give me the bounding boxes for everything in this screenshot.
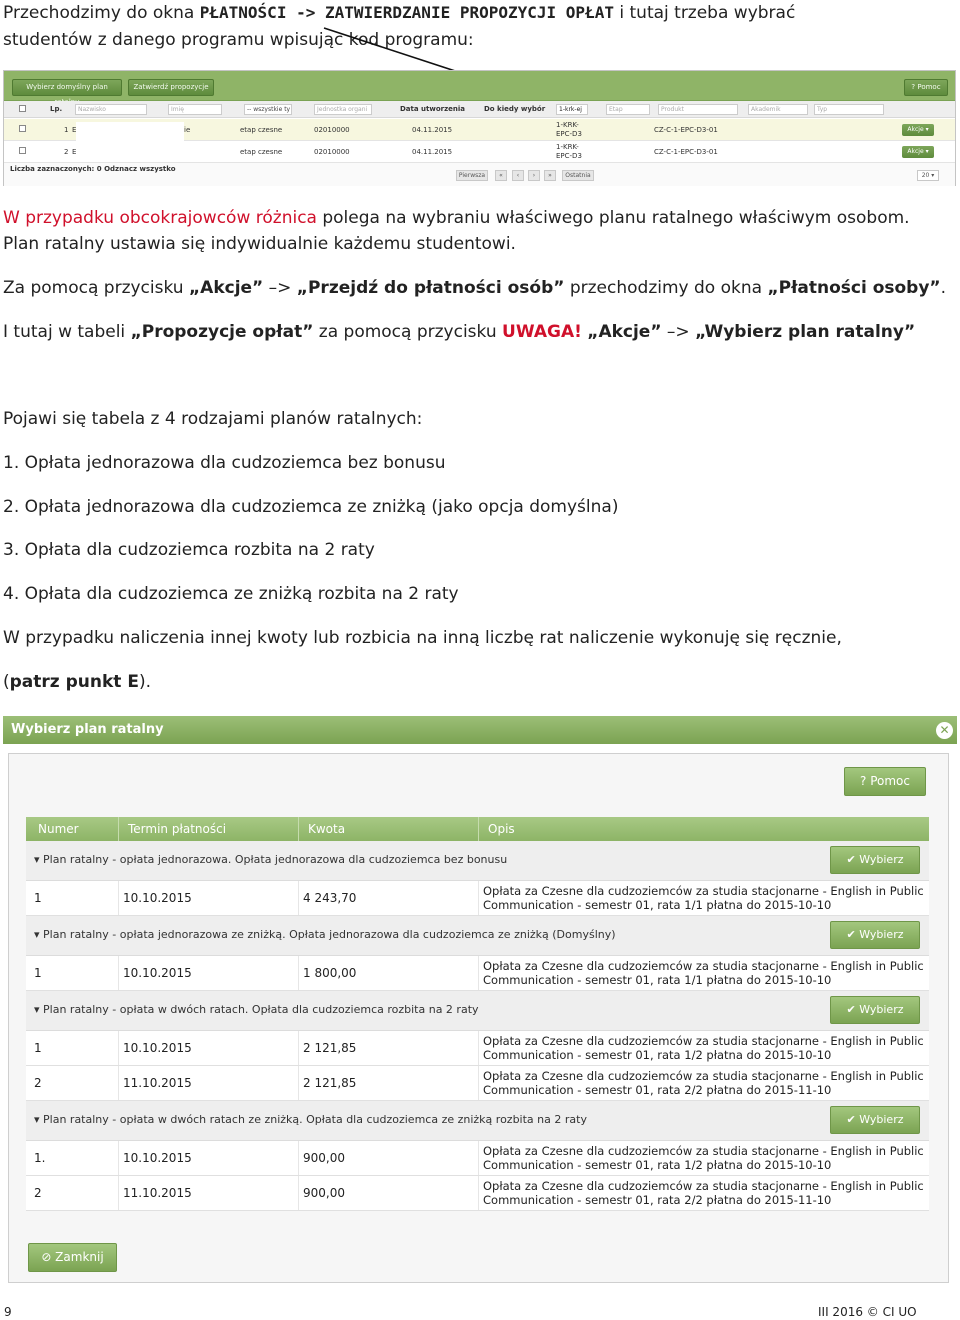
table-row[interactable] [4,119,955,141]
table-row [26,1141,929,1176]
page-first[interactable]: Pierwsza [456,170,488,181]
row-unit: 02010000 [314,126,350,134]
toolbar [4,71,955,101]
plan-group[interactable] [26,916,929,956]
row-product: CZ-C-1-EPC-D3-01 [654,126,718,134]
row-amount: 4 243,70 [303,891,357,905]
plan-group[interactable] [26,841,929,881]
row-unit: 02010000 [314,148,350,156]
select-plan-button[interactable]: ✔ Wybierz [830,921,920,949]
close-icon[interactable]: ✕ [936,722,953,739]
list-item: 1. Opłata jednorazowa dla cudzoziemca bez bonusu [3,453,446,473]
row-code-2: EPC-D3 [556,130,582,138]
col-amount: Kwota [308,822,346,836]
row-due-date: 10.10.2015 [123,891,192,905]
row-due-date: 10.10.2015 [123,1151,192,1165]
row-due-date: 10.10.2015 [123,1041,192,1055]
col-created: Data utworzenia [400,105,466,113]
row-date: 04.11.2015 [412,148,453,156]
row-checkbox[interactable] [19,147,26,154]
approve-proposals-button[interactable]: Zatwierdź propozycje [128,79,214,96]
para-difference: W przypadku obcokrajowców różnica polega na wybraniu właściwego planu ratalnego właściwym osobom. [3,208,910,228]
plan-group-label: ▾ Plan ratalny - opłata w dwóch ratach. Opłata dla cudzoziemca rozbita na 2 raty [34,1003,479,1016]
row-due-date: 11.10.2015 [123,1186,192,1200]
table-header [26,817,929,841]
filter-dorm[interactable]: Akademik [748,104,808,115]
help-button[interactable]: ? Pomoc [844,767,926,796]
para-manual-2: (patrz punkt E). [3,672,151,692]
para-manual: W przypadku naliczenia innej kwoty lub rozbicia na inną liczbę rat naliczenie wykonuję się ręcznie, [3,628,842,648]
row-actions-button[interactable]: Akcje ▾ [902,124,934,136]
page-number: 9 [4,1305,12,1319]
row-due-date: 11.10.2015 [123,1076,192,1090]
col-description: Opis [488,822,515,836]
table-row [26,1066,929,1101]
table-row [26,1176,929,1211]
list-item: 3. Opłata dla cudzoziemca rozbita na 2 raty [3,540,375,560]
row-due-date: 10.10.2015 [123,966,192,980]
row-name-suffix: ie [184,126,191,134]
help-button-small[interactable]: ? Pomoc [904,79,948,96]
page-last[interactable]: Ostatnia [562,170,594,181]
selected-count: Liczba zaznaczonych: 0 Odznacz wszystko [10,165,176,173]
row-description: Opłata za Czesne dla cudzoziemców za studia stacjonarne - English in Public Communication - semestr 01, rata 2/2 płatna do 2015-11-10 [483,1179,924,1207]
intro-line-1: Przechodzimy do okna PŁATNOŚCI -> ZATWIERDZANIE PROPOZYCJI OPŁAT i tutaj trzeba wybrać [3,3,796,23]
plan-group-label: ▾ Plan ratalny - opłata jednorazowa. Opłata jednorazowa dla cudzoziemca bez bonusu [34,853,508,866]
page-next-next[interactable]: » [544,170,556,181]
row-code: 1-KRK- [556,121,579,129]
col-due-date: Termin płatności [128,822,227,836]
para-actions: Za pomocą przycisku „Akcje” –> „Przejdź do płatności osób” przechodzimy do okna „Płatności osoby”. [3,278,947,298]
row-actions-button[interactable]: Akcje ▾ [902,146,934,158]
row-description: Opłata za Czesne dla cudzoziemców za studia stacjonarne - English in Public Communication - semestr 01, rata 1/1 płatna do 2015-10-10 [483,884,924,912]
page-next[interactable]: › [528,170,540,181]
list-item: 4. Opłata dla cudzoziemca ze zniżką rozbita na 2 raty [3,584,459,604]
filter-firstname[interactable]: Imię [168,104,222,115]
filter-type[interactable]: -- wszystkie ty [244,104,292,115]
page-prev-prev[interactable]: « [495,170,507,181]
row-name: E [72,148,77,156]
table-row[interactable] [4,141,955,163]
col-until: Do kiedy wybór [484,105,546,113]
close-dialog-button[interactable]: ⊘ Zamknij [28,1243,117,1272]
row-code-2: EPC-D3 [556,152,582,160]
default-plan-button[interactable]: Wybierz domyślny plan [12,79,122,96]
row-description: Opłata za Czesne dla cudzoziemców za studia stacjonarne - English in Public Communication - semestr 01, rata 2/2 płatna do 2015-11-10 [483,1069,924,1097]
row-name: E [72,126,77,134]
plan-group-label: ▾ Plan ratalny - opłata jednorazowa ze zniżką. Opłata jednorazowa dla cudzoziemca ze zniżką (Domyślny) [34,928,616,941]
para-difference-2: Plan ratalny ustawia się indywidualnie każdemu studentowi. [3,234,516,254]
select-plan-button[interactable]: ✔ Wybierz [830,846,920,874]
table-footer [4,163,955,186]
row-number: 1 [34,891,42,905]
footer-copyright: III 2016 © CI UO [818,1305,917,1319]
select-all-checkbox[interactable] [19,105,26,112]
table-row [26,1031,929,1066]
table-row [26,881,929,916]
table-row [26,956,929,991]
filter-stage[interactable]: Etap [606,104,650,115]
row-lp: 2 [64,148,69,156]
para-proposals: I tutaj w tabeli „Propozycje opłat” za pomocą przycisku UWAGA! „Akcje” –> „Wybierz plan ratalny” [3,322,916,342]
row-amount: 2 121,85 [303,1041,357,1055]
dialog-title-bar [3,716,957,744]
row-description: Opłata za Czesne dla cudzoziemców za studia stacjonarne - English in Public Communication - semestr 01, rata 1/2 płatna do 2015-10-10 [483,1034,924,1062]
plans-table [26,817,929,1211]
plan-group[interactable] [26,991,929,1031]
col-lp: Lp. [50,105,63,113]
row-product: CZ-C-1-EPC-D3-01 [654,148,718,156]
filter-unit[interactable]: Jednostka organi [314,104,372,115]
plan-group-label: ▾ Plan ratalny - opłata w dwóch ratach ze zniżką. Opłata dla cudzoziemca ze zniżką rozbita na 2 raty [34,1113,587,1126]
row-number: 2 [34,1186,42,1200]
page-size-select[interactable]: 20 ▾ [917,170,939,181]
row-code: 1-KRK- [556,143,579,151]
list-item: 2. Opłata jednorazowa dla cudzoziemca ze zniżką (jako opcja domyślna) [3,497,619,517]
filter-type-2[interactable]: Typ [814,104,884,115]
row-date: 04.11.2015 [412,126,453,134]
select-plan-button[interactable]: ✔ Wybierz [830,996,920,1024]
select-plan-button[interactable]: ✔ Wybierz [830,1106,920,1134]
plan-group[interactable] [26,1101,929,1141]
col-number: Numer [38,822,79,836]
filter-program-code[interactable]: 1-krk-ej [556,104,588,115]
row-lp: 1 [64,126,69,134]
dialog-title: Wybierz plan ratalny [11,722,164,737]
row-description: Opłata za Czesne dla cudzoziemców za studia stacjonarne - English in Public Communication - semestr 01, rata 1/2 płatna do 2015-10-10 [483,1144,924,1172]
row-stage: etap czesne [240,126,283,134]
page-prev[interactable]: ‹ [512,170,524,181]
filter-surname[interactable]: Nazwisko [75,104,147,115]
row-number: 1 [34,1041,42,1055]
row-number: 1. [34,1151,46,1165]
row-amount: 2 121,85 [303,1076,357,1090]
row-amount: 900,00 [303,1151,345,1165]
row-amount: 900,00 [303,1186,345,1200]
row-number: 1 [34,966,42,980]
proposals-screenshot [3,70,956,186]
filter-row [4,101,955,118]
para-plans-intro: Pojawi się tabela z 4 rodzajami planów ratalnych: [3,409,423,429]
filter-product[interactable]: Produkt [658,104,738,115]
row-number: 2 [34,1076,42,1090]
intro-line-2: studentów z danego programu wpisując kod programu: [3,30,474,50]
row-stage: etap czesne [240,148,283,156]
row-checkbox[interactable] [19,125,26,132]
row-amount: 1 800,00 [303,966,357,980]
row-description: Opłata za Czesne dla cudzoziemców za studia stacjonarne - English in Public Communication - semestr 01, rata 1/1 płatna do 2015-10-10 [483,959,924,987]
